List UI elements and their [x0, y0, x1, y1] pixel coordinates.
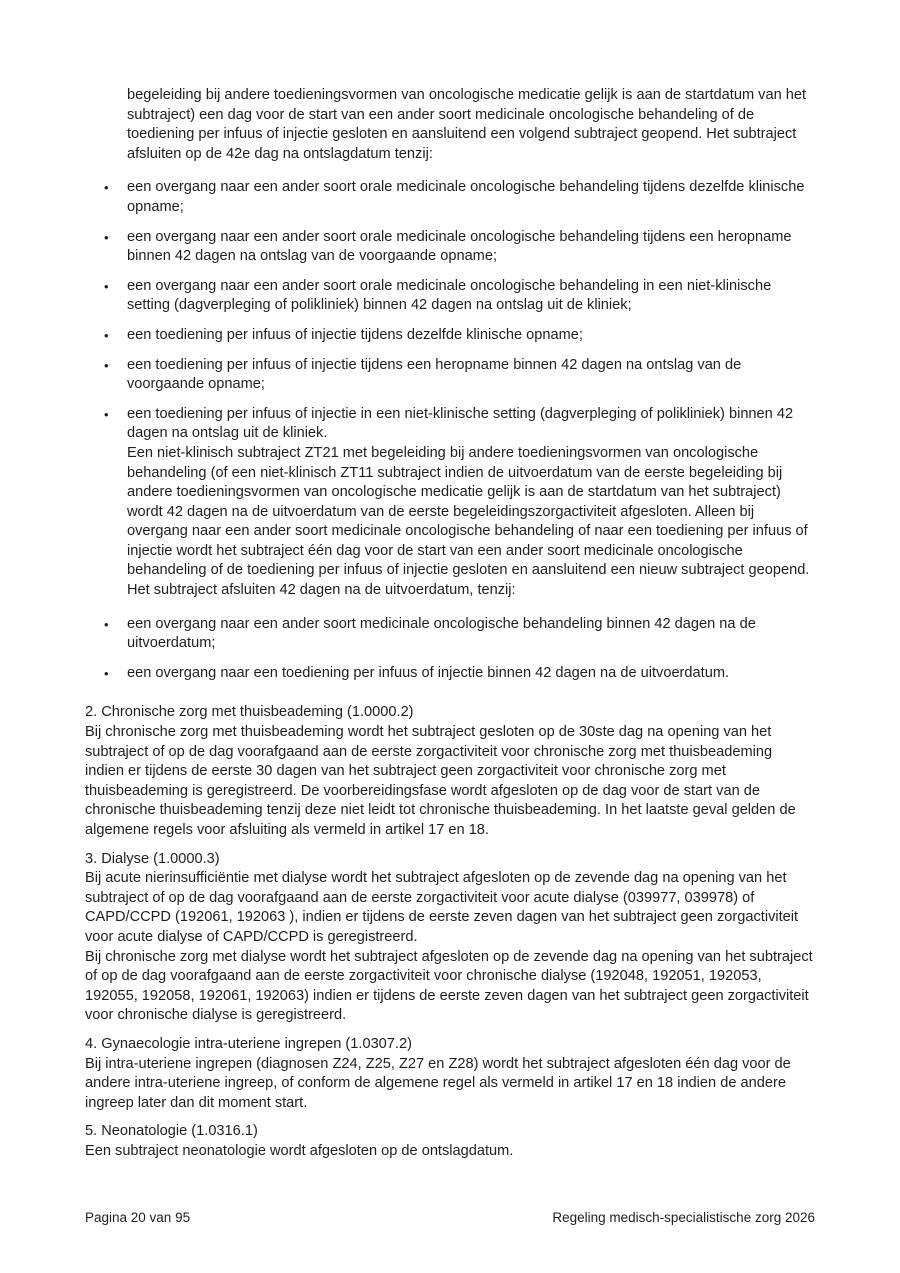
section-heading: 2. Chronische zorg met thuisbeademing (1.0000.2) — [85, 704, 414, 721]
section-heading: 4. Gynaecologie intra-uteriene ingrepen (1.0307.2) — [85, 1035, 412, 1052]
bullet-dot-icon: • — [104, 357, 109, 373]
sections-container — [85, 703, 815, 1161]
section-heading: 3. Dialyse (1.0000.3) — [85, 850, 220, 867]
intro-paragraph: begeleiding bij andere toedieningsvormen van oncologische medicatie gelijk is aan de startdatum van het subtraject) een dag voor de start van een ander soort medicinale oncologische behandeling of de toediening per infuus of injectie gesloten en aansluitend een volgend subtraject geopend. Het subtraject afsluiten op de 42e dag na ontslagdatum tenzij: — [127, 87, 807, 162]
bullet-text: een overgang naar een ander soort orale medicinale oncologische behandeling tijdens een heropname binnen 42 dagen na ontslag van de voorgaande opname; — [127, 228, 792, 265]
footer-page-number: Pagina 20 van 95 — [85, 1210, 191, 1225]
section-chronische-zorg-thuisbeademing — [85, 703, 815, 840]
bullet-item — [85, 664, 815, 684]
bullet-dot-icon: • — [104, 406, 109, 422]
section-paragraph: Bij acute nierinsufficiëntie met dialyse wordt het subtraject afgesloten op de zevende dag na opening van het subtraject of op de dag voorafgaand aan de eerste zorgactiviteit voor acute dialyse (039977, 039978) of CAPD/CCPD (192061, 192063 ), indien er tijdens de eerste zeven dagen van het subtraject geen zorgactiviteit voor acute dialyse of CAPD/CCPD is geregistreerd. — [85, 870, 799, 945]
bullet-dot-icon: • — [104, 180, 109, 196]
bullet-list-1 — [85, 178, 815, 600]
bullet-text: een overgang naar een ander soort orale medicinale oncologische behandeling in een niet-klinische setting (dagverpleging of polikliniek) binnen 42 dagen na ontslag uit de kliniek; — [127, 277, 772, 314]
bullet-dot-icon: • — [104, 278, 109, 294]
bullet-text: een overgang naar een ander soort medicinale oncologische behandeling binnen 42 dagen na de uitvoerdatum; — [127, 615, 756, 652]
section-neonatologie — [85, 1122, 815, 1161]
section-paragraph: Een subtraject neonatologie wordt afgesloten op de ontslagdatum. — [85, 1142, 514, 1159]
bullet-dot-icon: • — [104, 616, 109, 632]
bullet-text: een overgang naar een toediening per infuus of injectie binnen 42 dagen na de uitvoerdatum. — [127, 664, 730, 681]
bullet-dot-icon: • — [104, 327, 109, 343]
bullet-text: een overgang naar een ander soort orale medicinale oncologische behandeling tijdens dezelfde klinische opname; — [127, 179, 805, 215]
bullet-item — [85, 356, 815, 395]
page-content — [85, 86, 815, 1162]
section-paragraph: Bij chronische zorg met thuisbeademing wordt het subtraject gesloten op de 30ste dag na opening van het subtraject of op de dag voorafgaand aan de eerste zorgactiviteit voor chronische zorg met thuisbeademing indien er tijdens de eerste 30 dagen van het subtraject geen zorgactiviteit voor chronische zorg met thuisbeademing is geregistreerd. De voorbereidingsfase wordt afgesloten op de dag voor de start van de chronische thuisbeademing tenzij deze niet leidt tot chronische thuisbeademing. In het laatste geval gelden de algemene regels voor afsluiting als vermeld in artikel 17 en 18. — [85, 724, 796, 838]
bullet-text: een toediening per infuus of injectie tijdens dezelfde klinische opname; — [127, 326, 583, 343]
bullet-dot-icon: • — [104, 665, 109, 681]
bullet-item — [85, 178, 815, 217]
bullet-item — [85, 615, 815, 654]
bullet-item — [85, 228, 815, 267]
bullet-dot-icon: • — [104, 229, 109, 245]
footer-document-title: Regeling medisch-specialistische zorg 2026 — [552, 1210, 815, 1225]
section-heading: 5. Neonatologie (1.0316.1) — [85, 1123, 258, 1140]
section-paragraph: Bij intra-uteriene ingrepen (diagnosen Z24, Z25, Z27 en Z28) wordt het subtraject afgesloten één dag voor de andere intra-uteriene ingreep, of conform de algemene regel als vermeld in artikel 17 en 18 indien de andere ingreep later dan dit moment start. — [85, 1055, 791, 1111]
bullet-text: een toediening per infuus of injectie tijdens een heropname binnen 42 dagen na ontslag van de voorgaande opname; — [127, 356, 742, 393]
bullet-item — [85, 326, 815, 346]
bullet-text-line: een toediening per infuus of injectie in een niet-klinische setting (dagverpleging of polikliniek) binnen 42 dagen na ontslag uit de kliniek. — [127, 405, 794, 442]
section-dialyse — [85, 850, 815, 1026]
bullet-item — [85, 277, 815, 316]
bullet-continuation-paragraph: Een niet-klinisch subtraject ZT21 met begeleiding bij andere toedieningsvormen van oncologische behandeling (of een niet-klinisch ZT11 subtraject indien de uitvoerdatum van de eerste begeleiding bij andere toedieningsvormen van oncologische medicatie gelijk is aan de startdatum van het subtraject) wordt 42 dagen na de uitvoerdatum van de eerste begeleidingszorgactiviteit afgesloten. Alleen bij overgang naar een ander soort medicinale oncologische behandeling of naar een toediening per infuus of injectie wordt het subtraject één dag voor de start van een ander soort medicinale oncologische behandeling of de toediening per infuus of injectie gesloten en aansluitend een nieuw subtraject geopend. Het subtraject afsluiten 42 dagen na de uitvoerdatum, tenzij: — [127, 444, 810, 599]
page-footer — [85, 1208, 815, 1228]
section-gynaecologie — [85, 1035, 815, 1113]
bullet-item — [85, 405, 815, 601]
bullet-text — [127, 405, 815, 601]
bullet-list-2 — [85, 615, 815, 684]
section-paragraph: Bij chronische zorg met dialyse wordt het subtraject afgesloten op de zevende dag na opening van het subtraject of op de dag voorafgaand aan de eerste zorgactiviteit voor chronische dialyse (192048, 192051, 192053, 192055, 192058, 192061, 192063) indien er tijdens de eerste zeven dagen van het subtraject geen zorgactiviteit voor chronische dialyse is geregistreerd. — [85, 948, 813, 1024]
